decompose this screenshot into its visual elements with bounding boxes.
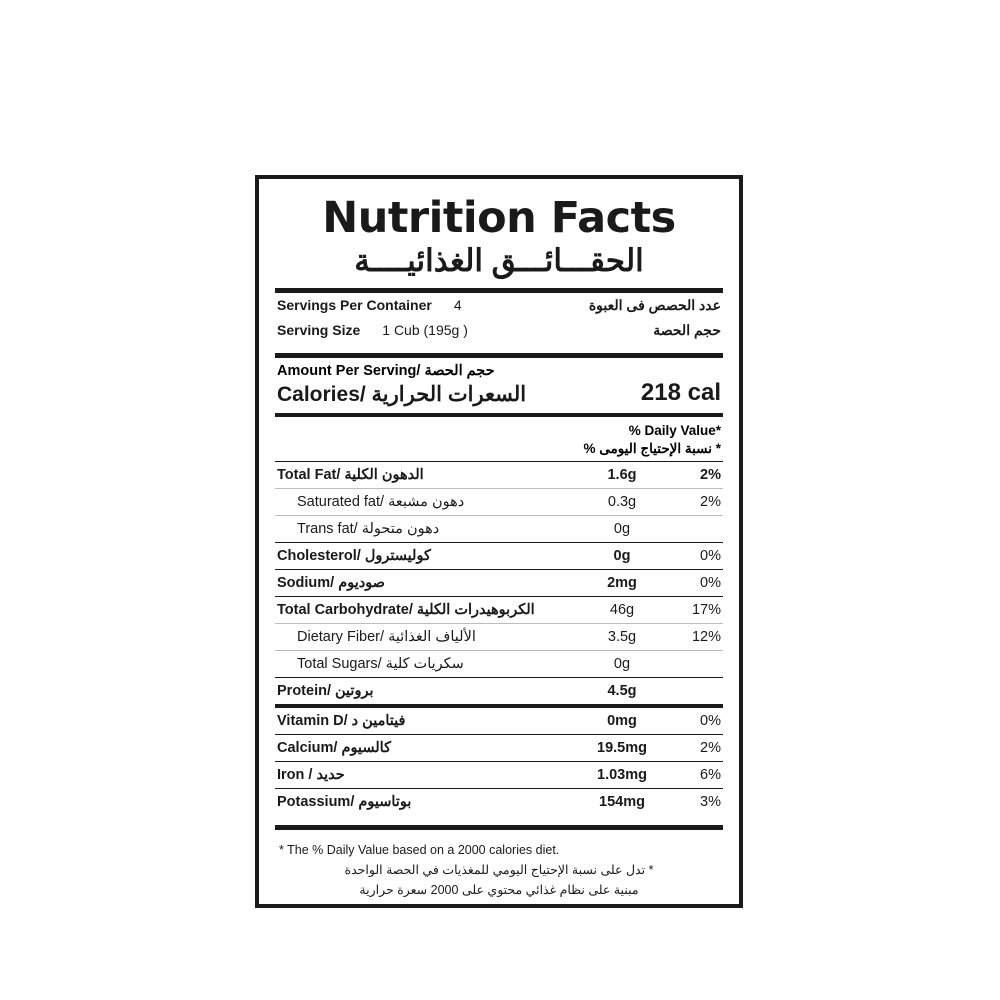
serving-size-label: Serving Size — [277, 322, 361, 339]
nutrient-name: Total Carbohydrate/ الكربوهيدرات الكلية — [277, 601, 535, 618]
table-row — [275, 597, 723, 623]
servings-per-container-label-arabic: عدد الحصص فى العبوة — [588, 297, 721, 314]
servings-per-container-label: Servings Per Container — [277, 297, 432, 314]
table-row — [275, 570, 723, 596]
servings-per-container-row — [275, 293, 723, 318]
nutrient-name: Total Sugars/ سكريات كلية — [297, 655, 464, 672]
nutrient-name: Iron / حديد — [277, 766, 345, 783]
table-row — [275, 708, 723, 734]
nutrient-amount: 0g — [613, 520, 631, 537]
table-row — [275, 678, 723, 704]
nutrient-name: Calcium/ كالسيوم — [277, 739, 391, 756]
serving-size-row — [275, 318, 723, 343]
nutrient-name: Trans fat/ دهون متحولة — [297, 520, 440, 537]
nutrient-name: Vitamin D/ فيتامين د — [277, 712, 406, 729]
table-row — [275, 543, 723, 569]
micronutrient-list — [275, 708, 723, 815]
table-row — [275, 735, 723, 761]
nutrient-amount: 2mg — [607, 574, 637, 591]
nutrient-daily-value: 0% — [700, 574, 721, 591]
calories-row — [275, 379, 723, 413]
nutrient-daily-value: 6% — [700, 766, 721, 783]
nutrient-name: Cholesterol/ كوليسترول — [277, 547, 431, 564]
nutrient-amount: 3.5g — [607, 628, 637, 645]
nutrient-amount: 0mg — [607, 712, 637, 729]
table-row — [275, 462, 723, 488]
nutrition-facts-panel — [255, 175, 743, 908]
nutrient-amount: 154mg — [599, 793, 645, 810]
serving-size-label-arabic: حجم الحصة — [653, 322, 721, 339]
page-title-arabic: الحقـــائـــق الغذائيــــة — [354, 243, 644, 278]
nutrient-amount: 46g — [609, 601, 635, 618]
nutrient-daily-value: 12% — [691, 628, 721, 645]
table-row — [275, 516, 723, 542]
nutrient-daily-value: 3% — [700, 793, 721, 810]
nutrient-daily-value: 2% — [700, 466, 721, 483]
calories-label: Calories/ السعرات الحرارية — [277, 383, 527, 407]
nutrient-name: Dietary Fiber/ الألياف الغذائية — [297, 628, 476, 645]
nutrient-name: Total Fat/ الدهون الكلية — [277, 466, 424, 483]
table-row — [275, 624, 723, 650]
nutrient-name: Saturated fat/ دهون مشبعة — [297, 493, 465, 510]
table-row — [275, 762, 723, 788]
daily-value-header — [275, 417, 723, 460]
nutrient-amount: 0.3g — [607, 493, 637, 510]
table-row — [275, 789, 723, 815]
calories-value: 218 cal — [640, 379, 721, 407]
page-title: Nutrition Facts — [322, 193, 676, 243]
nutrient-amount: 4.5g — [607, 682, 637, 699]
nutrient-amount: 19.5mg — [597, 739, 647, 756]
nutrient-amount: 0g — [613, 547, 631, 564]
table-row — [275, 489, 723, 515]
nutrient-daily-value: 0% — [700, 547, 721, 564]
footnote-arabic-line-2: مبنية على نظام غذائي محتوي على 2000 سعرة حرارية — [359, 882, 639, 897]
daily-value-header-en: % Daily Value* — [628, 423, 721, 439]
table-row — [275, 651, 723, 677]
nutrient-name: Protein/ بروتين — [277, 682, 374, 699]
servings-per-container-value: 4 — [453, 297, 462, 314]
footnote-arabic-line-1: * تدل على نسبة الإحتياج اليومي للمغذيات في الحصة الواحدة — [344, 862, 654, 877]
serving-size-value: 1 Cub (195g ) — [382, 322, 468, 339]
footnote-block — [275, 830, 723, 900]
daily-value-header-ar: * نسبة الإحتياج اليومى % — [583, 441, 721, 457]
nutrient-name: Potassium/ بوتاسيوم — [277, 793, 412, 810]
footnote-english: * The % Daily Value based on a 2000 calories diet. — [279, 842, 560, 857]
nutrient-amount: 1.6g — [607, 466, 637, 483]
nutrient-amount: 1.03mg — [597, 766, 647, 783]
nutrient-daily-value: 0% — [700, 712, 721, 729]
nutrient-daily-value: 2% — [700, 739, 721, 756]
nutrient-amount: 0g — [613, 655, 631, 672]
amount-per-serving-label: Amount Per Serving/ حجم الحصة — [277, 363, 495, 380]
nutrient-daily-value: 17% — [691, 601, 721, 618]
nutrient-list — [275, 462, 723, 704]
nutrient-daily-value: 2% — [700, 493, 721, 510]
nutrient-name: Sodium/ صوديوم — [277, 574, 385, 591]
